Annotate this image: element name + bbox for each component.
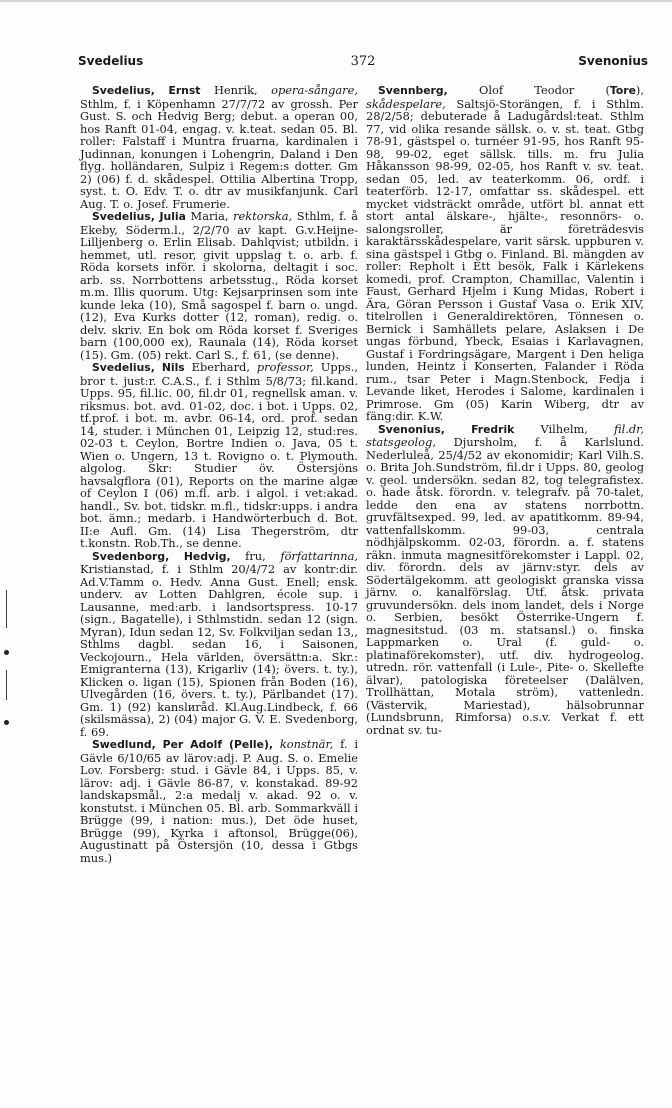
entry-pelle-swedlund: Swedlund, Per Adolf (Pelle), konstnär, f. i Gävle 6/10/65 av lärov:adj. P. Aug. S. o. Emelie Lov. Forsberg: stud. i Gävle 84, i Upps. 85, v. lärov: adj. i Gävle 86-87, v. konstakad. 89-92 landskapsmål., 2:a medalj v. akad. 92 o. v. konstutst. i München 05. Bl. arb. Sommarkväll i Brügge (99, i nation: mus.), Det öde huset, Brügge (99), Kyrka i aftonsol, Brügge(06), Augustinatt på Östersjön (10, dessa i Gtbgs mus.): [80, 737, 358, 865]
entry-nils-svedelius: Svedelius, Nils Eberhard, professor, Upps., bror t. just:r. C.A.S., f. i Sthlm 5/8/73; fil.kand. Upps. 95, fil.lic. 00, fil.dr 01, regnellsk aman. v. riksmus. bot. avd. 01-02, doc. i bot. i Upps. 02, tf.prof. i bot. m. avbr. 06-14, ord. prof. sedan 14, studer. i München 01, Leipzig 12, stud:res. 02-03 t. Ceylon, Bortre Indien o. Java, 05 t. Wien o. Ungern, 13 t. Rovigno o. t. Plymouth. algolog. Skr: Studier öv. Östersjöns havsalgflora (01), Reports on the marine algæ of Ceylon I (06) m.fl. arb. i algol. i vet:akad. handl., Sv. bot. tidskr. m.fl., tidskr:upps. i andra bot. ämn.; medarb. i Handwörterbuch d. Bot. II:e Aufl. Gm. (14) Lisa Thegerström, dtr t.konstn. Rob.Th., se denne.: [80, 360, 358, 550]
entry-fredrik-svenonius: Svenonius, Fredrik Vilhelm, fil.dr, statsgeolog, Djursholm, f. å Karlslund. Nederluleå, 25/4/52 av ekonomidir; Karl Vilh.S. o. Brita Joh.Sundström, fil.dr i Upps. 80, geolog v. geol. undersökn. sedan 82, tog telegrafistex. o. hade åtsk. förordn. v. telegrafv. på 70-talet, ledde den ena av statens norrbottn. gruvfältsexped. 99, led. av apatitkomm. 89-94, vattenfallskomm. 99-03, centrala nödhjälpskomm. 02-03, förordn. a. f. statens räkn. inmuta magnesitförekomster i Lappl. 02, div. förordn. dels av järnv:styr. dels av Södertälgekomm. att geologiskt granska vissa järnv. o. kanalförslag. Utf. åtsk. privata gruvundersökn. dels inom landet, dels i Norge o. Serbien, besökt Österrike-Ungern f. magnesitstud. (03 m. statsansl.) o. finska Lappmarken o. Ural (f. guld- o. platinaförekomster), utf. div. hydrogeolog. utredn. rör. vattenfall (i Lule-, Pite- o. Skellefte älvar), patologiska företeelser (Dalälven, Trollhättan, Motala ström), vattenledn. (Västervik, Mariestad), hälsobrunnar (Lundsbrunn, Rimforsa) o.s.v. Verkat f. ett ordnat sv. tu-: [366, 421, 644, 737]
left-column: [80, 84, 358, 864]
margin-rule-mark: [6, 590, 7, 628]
page-number: 372: [350, 54, 376, 69]
page-top-edge: [0, 0, 672, 2]
punch-hole-dot: [4, 720, 9, 725]
running-header: [78, 54, 648, 72]
header-right-catchword: Svenonius: [578, 54, 648, 68]
entry-hedvig-svedenborg: Svedenborg, Hedvig, fru, författarinna, Kristianstad, f. i Sthlm 20/4/72 av kontr:dir. Ad.V.Tamm o. Hedv. Anna Gust. Enell; ensk. underv. av Lotten Dahlgren, école sup. i Lausanne, med:arb. i landsortspress. 10-17 (sign., Bagatelle), i Sthlmstidn. sedan 12 (sign. Myran), Idun sedan 12, Sv. Folkviljan sedan 13,, Sthlms dagbl. sedan 16, i Saisonen, Veckojourn., Hela världen, översättn:a. Skr.: Emigranterna (13), Krigarliv (14); övers. t. ty.), Klicken o. ligan (15), Spionen från Boden (16), Ulvegården (16, övers. t. ty.), Pärlbandet (17). Gm. 1) (92) kanslиråd. Kl.Aug.Lindbeck, f. 66 (skilsmässa), 2) (04) major G. V. E. Svedenborg, f. 69.: [80, 548, 359, 739]
entry-julia-svedelius: Svedelius, Julia Maria, rektorska, Sthlm, f. å Ekeby, Söderm.l., 2/2/70 av kapt. G.v.Heijne-Lilljenberg o. Erlin Elisab. Dahlqvist; utbildn. i hemmet, utl. resor, givit uppslag t. o. arb. f. Röda korsets inför. i skolorna, deltagit i soc. arb. ss. Norrbottens arbetsstug., Röda korset m.m. Illis quorum. Utg: Kejsarprinsen som inte kunde leka (10), Små sagospel f. barn o. ungd. (12), Eva Kurks dotter (12, roman), redig. o. delv. skriv. En bok om Röda korset f. Sveriges barn (100,000 ex), Raunala (14), Röda korset (15). Gm. (05) rekt. Carl S., f. 61, (se denne).: [80, 209, 358, 362]
right-column: [366, 84, 644, 736]
punch-hole-dot: [4, 650, 9, 655]
header-left-catchword: Svedelius: [78, 54, 144, 68]
entry-ernst-svedelius: Svedelius, Ernst Henrik, opera-sångare, Sthlm, f. i Köpenhamn 27/7/72 av grossh. Per Gust. S. och Hedvig Berg; debut. a operan 00, hos Ranft 01-04, engag. v. k.teat. sedan 05. Bl. roller: Falstaff i Muntra fruarna, kardinalen i Judinnan, konungen i Lohengrin, Daland i Den flyg. holländaren, Sulpiz i Regem:s dotter. Gm 2) (06) f. d. skådespel. Ottilia Albertina Tropp, syst. t. O. Edv. T. o. dtr av musikfanjunk. Carl Aug. T. o. Josef. Frumerie.: [80, 83, 358, 211]
margin-rule-mark: [6, 670, 7, 700]
entry-tore-svennberg: Svennberg, Olof Teodor (Tore), skådespelare, Saltsjö-Storängen, f. i Sthlm. 28/2/58; debuterade å Ladugårdsl:teat. Sthlm 77, vid olika resande sällsk. o. v. st. teat. Gtbg 78-91, gästspel o. turnéer 91-95, hos Ranft 95-98, 99-02, eget sällsk. tills. m. fru Julia Håkansson 98-99, 02-05, hos Ranft v. sv. teat. sedan 05, led. av teaterkomm. 06, ordf. i teaterförb. 12-17, omfattar ss. skådespel. ett mycket vidsträckt område, utfört bl. annat ett stort antal älskare-, hjälte-, resonnörs- o. salongsroller, är företrädesvis karaktärsskådespelare, varit särsk. uppburen v. sina gästspel i Gtbg o. Finland. Bl. mängden av roller: Repholt i Ett besök, Falk i Kärlekens komedi, prof. Crampton, Chamillac, Valentin i Faust, Gerhard Hjelm i Kung Midas, Robert i Ära, Göran Persson i Gustaf Vasa o. Erik XIV, titelrollen i Generaldirektören, Tönnesen o. Bernick i Samhällets pelare, Aslaksen i De ungas förbund, Ybeck, Esaias i Karlavagnen, Gustaf i Fordringsägare, Margent i Den heliga lunden, Heintz i Konserten, Falander i Röda rum., tsar Peter i Magn.Stenbock, Fedja i Levande liket, Herodes i Salome, kardinalen i Primrose. Gm (05) Karin Wiberg, dtr av fäng:dir. K.W.: [366, 83, 644, 423]
